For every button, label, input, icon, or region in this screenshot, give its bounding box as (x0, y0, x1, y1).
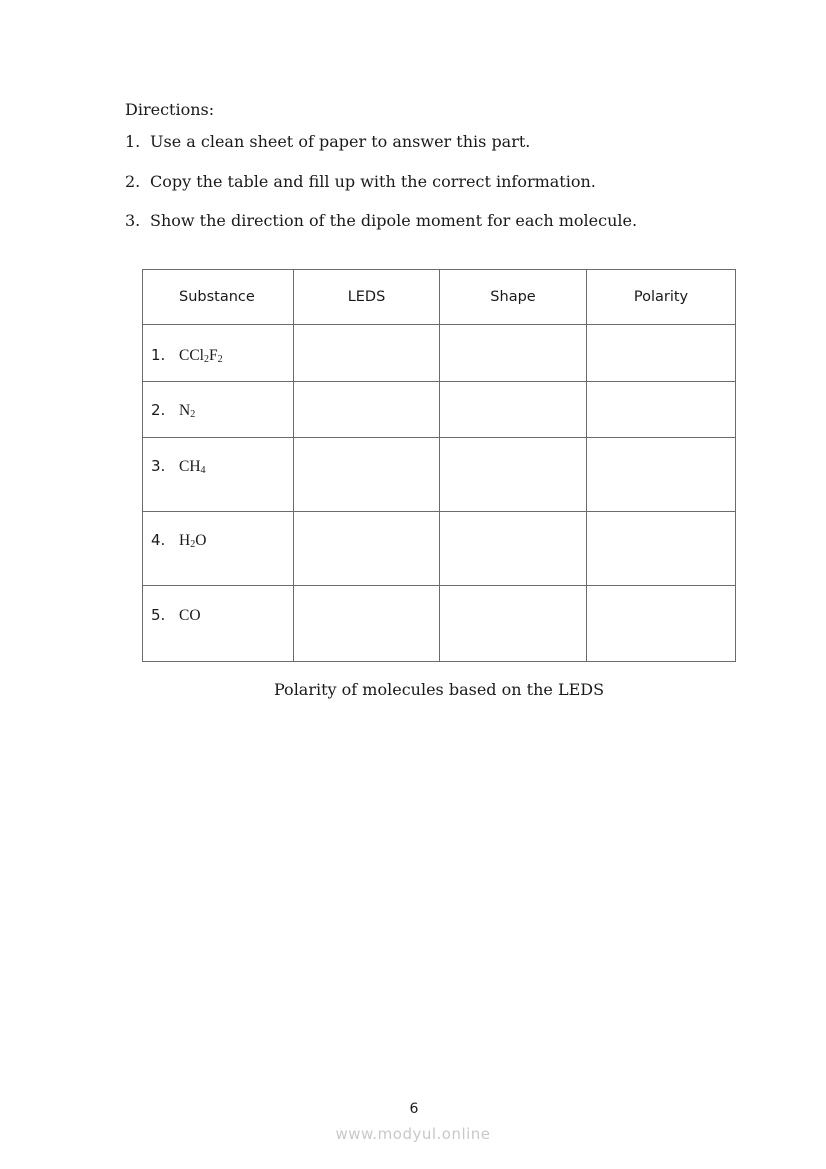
table-row (143, 586, 736, 662)
direction-item-1 (125, 132, 530, 152)
formula-subscript: 4 (200, 465, 206, 476)
leds-cell (294, 512, 440, 586)
direction-text: Show the direction of the dipole moment for each molecule. (150, 211, 638, 230)
header-shape: Shape (440, 270, 587, 325)
shape-cell (440, 325, 587, 382)
formula-part: CO (179, 607, 201, 624)
table-row (143, 438, 736, 512)
formula (179, 532, 206, 549)
formula-part: N (179, 402, 191, 419)
substance-cell (143, 512, 294, 586)
directions-heading: Directions: (125, 100, 215, 119)
leds-cell (294, 325, 440, 382)
row-number: 2. (151, 401, 166, 419)
formula (179, 347, 223, 364)
header-substance: Substance (143, 270, 294, 325)
formula (179, 458, 206, 475)
table-row (143, 325, 736, 382)
table-row (143, 382, 736, 438)
direction-text: Use a clean sheet of paper to answer this part. (150, 132, 531, 151)
formula-part: CCl (179, 347, 204, 364)
direction-text: Copy the table and fill up with the correct information. (150, 172, 596, 191)
substance-cell (143, 438, 294, 512)
row-number: 1. (151, 346, 166, 364)
table-row (143, 512, 736, 586)
substance-cell (143, 586, 294, 662)
formula-part: CH (179, 458, 201, 475)
table-caption: Polarity of molecules based on the LEDS (273, 680, 605, 699)
polarity-cell (587, 512, 736, 586)
formula-subscript: 2 (190, 409, 196, 420)
formula-subscript: 2 (203, 354, 209, 365)
shape-cell (440, 382, 587, 438)
direction-number: 3. (125, 211, 141, 230)
header-leds: LEDS (294, 270, 440, 325)
shape-cell (440, 586, 587, 662)
row-number: 3. (151, 457, 166, 475)
header-polarity: Polarity (587, 270, 736, 325)
row-number: 4. (151, 531, 166, 549)
formula-part: O (195, 532, 207, 549)
formula-part: F (208, 347, 218, 364)
formula-part: H (179, 532, 191, 549)
shape-cell (440, 512, 587, 586)
shape-cell (440, 438, 587, 512)
row-number: 5. (151, 606, 166, 624)
direction-item-2 (125, 172, 596, 192)
formula (179, 607, 201, 624)
polarity-cell (587, 325, 736, 382)
substance-cell (143, 382, 294, 438)
leds-cell (294, 382, 440, 438)
formula-subscript: 2 (217, 354, 223, 365)
watermark: www.modyul.online (335, 1125, 491, 1143)
polarity-cell (587, 438, 736, 512)
table-header-row (143, 270, 736, 325)
direction-item-3 (125, 211, 637, 231)
direction-number: 2. (125, 172, 141, 191)
direction-number: 1. (125, 132, 141, 151)
molecule-table (142, 269, 736, 662)
substance-cell (143, 325, 294, 382)
polarity-cell (587, 382, 736, 438)
leds-cell (294, 438, 440, 512)
formula-subscript: 2 (190, 539, 196, 550)
polarity-cell (587, 586, 736, 662)
formula (179, 402, 195, 419)
page-number: 6 (409, 1101, 419, 1117)
leds-cell (294, 586, 440, 662)
